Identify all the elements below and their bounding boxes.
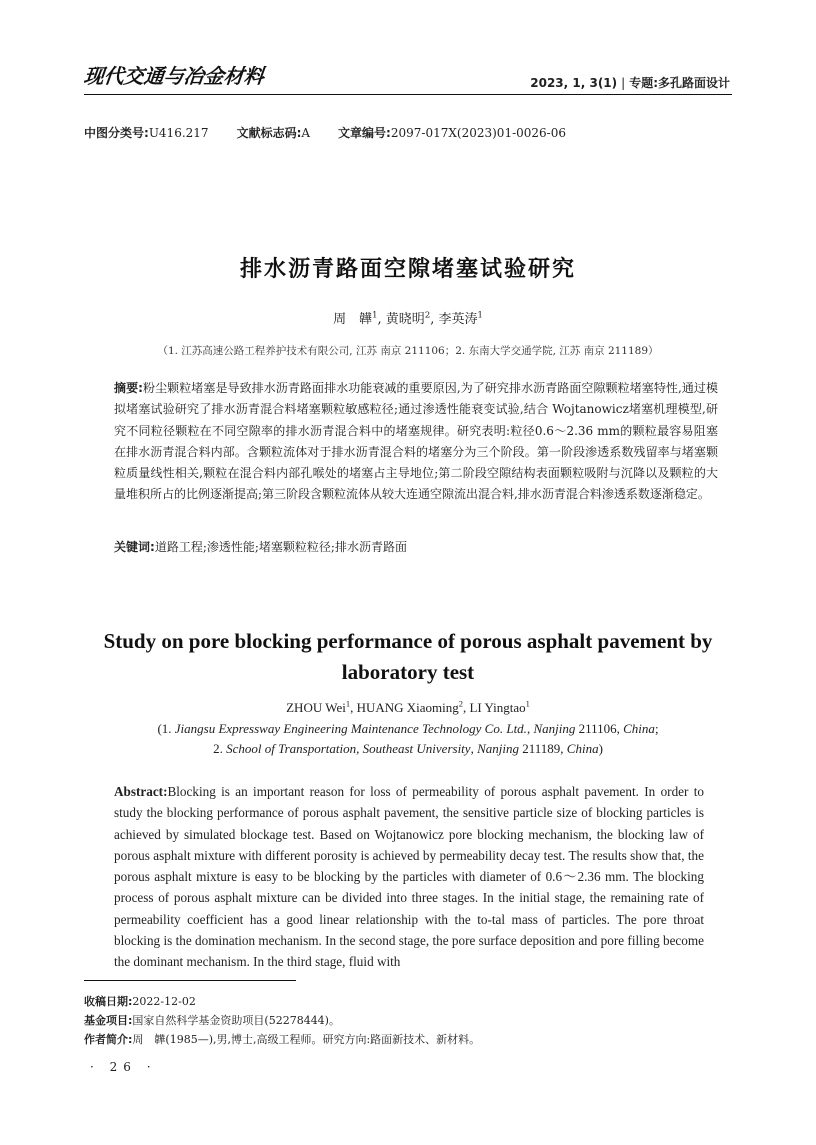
author-2-affil: 2 xyxy=(424,309,431,320)
issue-divider: | xyxy=(621,76,626,90)
keywords-text: 道路工程;渗透性能;堵塞颗粒粒径;排水沥青路面 xyxy=(154,540,407,554)
doc-code-label: 文献标志码: xyxy=(236,126,302,140)
authors-english: ZHOU Wei$^1$, HUANG Xiaoming$^2$, LI Yingtao$^1$ xyxy=(286,698,530,715)
affiliation-chinese: （1. 江苏高速公路工程养护技术有限公司, 江苏 南京 211106；2. 东南大学交通学院, 江苏 南京 211189） xyxy=(157,345,659,357)
abstract-chinese xyxy=(114,378,718,506)
page-number: · 26 · xyxy=(90,1060,157,1074)
abstract-english xyxy=(114,781,704,973)
article-number-value: 2097-017X(2023)01-0026-06 xyxy=(390,126,566,140)
title-english: Study on pore blocking performance of porous asphalt pavement by laboratory test xyxy=(103,629,713,684)
article-number-label: 文章编号: xyxy=(338,126,391,140)
keywords-label: 关键词: xyxy=(114,540,155,554)
author-en-1: ZHOU Wei xyxy=(286,700,346,715)
received-date: 收稿日期:2022-12-02 xyxy=(84,995,196,1008)
author-3-affil: 1 xyxy=(477,309,483,320)
author-en-3: LI Yingtao xyxy=(469,700,526,715)
author-en-1-affil: 1 xyxy=(345,698,351,709)
affiliation-english xyxy=(0,719,816,759)
doc-code-value: A xyxy=(301,126,311,140)
author-1-affil: 1 xyxy=(372,309,378,320)
clc-value: U416.217 xyxy=(148,126,209,140)
keywords-chinese xyxy=(114,538,718,555)
title-chinese: 排水沥青路面空隙堵塞试验研究 xyxy=(239,257,576,282)
footnote-rule xyxy=(84,980,296,981)
affiliation-en-line-2: 2. School of Transportation, Southeast University, Nanjing 211189, China) xyxy=(213,741,603,756)
author-en-3-affil: 1 xyxy=(525,698,530,709)
affiliation-en-line-1: (1. Jiangsu Expressway Engineering Maintenance Technology Co. Ltd., Nanjing 211106, China; xyxy=(157,721,659,736)
issue-topic: 专题:多孔路面设计 xyxy=(629,76,730,90)
clc-label: 中图分类号: xyxy=(84,126,149,140)
issue-info xyxy=(530,74,730,91)
author-1: 周 韡 xyxy=(333,312,373,327)
fund-project: 基金项目:国家自然科学基金资助项目(52278444)。 xyxy=(84,1014,340,1027)
author-bio: 作者简介:周 韡(1985—),男,博士,高级工程师。研究方向:路面新技术、新材料。 xyxy=(84,1033,481,1046)
author-3: 李英涛 xyxy=(438,312,478,327)
authors-chinese: 周 韡$^1$, 黄晓明$^2$, 李英涛$^1$ xyxy=(333,309,483,327)
abstract-label-english: Abstract: xyxy=(114,784,168,799)
abstract-text-chinese: 粉尘颗粒堵塞是导致排水沥青路面排水功能衰减的重要原因,为了研究排水沥青路面空隙颗粒堵塞特性,通过模拟堵塞试验研究了排水沥青混合料堵塞颗粒敏感粒径;通过渗透性能衰变试验,结合 Wojtanowicz堵塞机理模型,研究不同粒径颗粒在不同空隙率的排水沥青混合料中的堵塞规律。研究表明:粒径0.6～2.36 mm的颗粒最容易阻塞在排水沥青混合料内部。含颗粒流体对于排水沥青混合料的堵塞分为三个阶段。第一阶段渗透系数残留率与堵塞颗粒质量线性相关,颗粒在混合料内部孔喉处的堵塞占主导地位;第二阶段空隙结构表面颗粒吸附与沉降以及颗粒的大量堆积所占的比例逐渐提高;第三阶段含颗粒流体从较大连通空隙流出混合料,排水沥青混合料渗透系数逐渐稳定。 xyxy=(114,381,718,502)
classification-line xyxy=(84,124,566,141)
issue-number: 2023, 1, 3(1) xyxy=(530,76,618,90)
author-2: 黄晓明 xyxy=(385,312,425,327)
journal-logo: 现代交通与冶金材料 xyxy=(82,64,266,88)
header-rule xyxy=(84,94,732,95)
author-en-2-affil: 2 xyxy=(458,698,463,709)
author-en-2: HUANG Xiaoming xyxy=(356,700,459,715)
abstract-label-chinese: 摘要: xyxy=(114,381,143,395)
abstract-text-english: Blocking is an important reason for loss of permeability of porous asphalt pavement. In order to study the blocking performance of porous asphalt pavement, the sensitive particle size of blocking particles is achieved by simulated blockage test. Based on Wojtanowicz pore blocking mechanism, the blocking law of porous asphalt mixture with different porosity is achieved by permeability decay test. The results show that, the porous asphalt mixture is easy to be blocking by the particles with diameter of 0.6～2.36 mm. The blocking process of porous asphalt mixture can be divided into three stages. In the initial stage, the remaining rate of permeability coefficient has a good linear relationship with the to-tal mass of particles. The pore throat blocking is the domination mechanism. In the second stage, the pore surface deposition and pore filling become the dominant mechanism. In the third stage, fluid with xyxy=(114,784,704,970)
